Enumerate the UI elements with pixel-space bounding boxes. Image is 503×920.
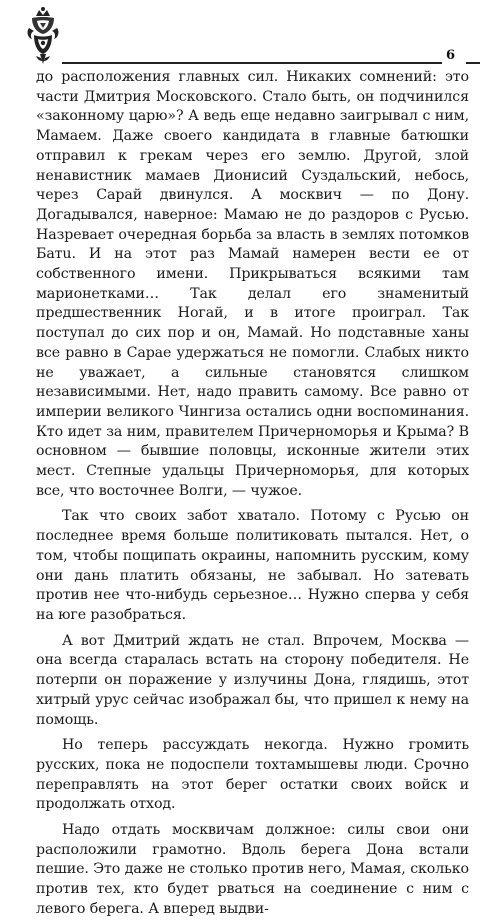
- paragraph: Так что своих забот хватало. Потому с Русью он последнее время больше политиковать пытался. Нет, о том, чтобы пощипать окраины, напомнить русским, кому они дань платить обязаны, не забывал. Но затевать против нее что-нибудь серьезное… Нужно сперва у себя на юге разобраться.: [36, 508, 469, 623]
- paragraph-continued: до расположения главных сил. Никаких сомнений: это части Дмитрия Московского. Стало быть, он подчинился «законному царю»? А ведь еще недавно заигрывал с ним, Мамаем. Даже своего кандидата в главные батюшки отправил к грекам через его землю. Другой, злой ненавистник мамаев Дионисий Суздальский, небось, через Сарай двинулся. А москвич — по Дону. Догадывался, наверное: Мамаю не до раздоров с Русью. Назревает очередная борьба за власть в землях потомков Батu. И на этот раз Мамай намерен вести ее от собственного имени. Прикрываться всякими там марионетками… Так делал его знаменитый предшественник Ногай, и в итоге проиграл. Так поступал до сих пор и он, Мамай. Но подставные ханы все равно в Сарае удержаться не помогли. Слабых никто не уважает, а сильные становятся слишком независимыми. Нет, надо править самому. Все равно от империи великого Чингиза остались одни воспоминания. Кто идет за ним, правителем Причерноморья и Крыма? В основном — бывшие половцы, исконные жители этих мест. Степные удальцы Причерноморья, для которых все, что восточнее Волги, — чужое.: [36, 69, 469, 499]
- paragraph: Но теперь рассуждать некогда. Нужно громить русских, пока не подоспели тохтамышевы люди. Срочно переправлять на этот берег остатки своих войск и продолжать отход.: [36, 737, 469, 813]
- paragraph: А вот Дмитрий ждать не стал. Впрочем, Москва — она всегда старалась встать на сторону победителя. Не потерпи он поражение у излучины Дона, глядишь, этот хитрый урус сейчас изображал бы, что пришел к нему на помощь.: [36, 632, 469, 728]
- text-body: [36, 68, 469, 920]
- page-header: [26, 6, 478, 66]
- paragraph: Надо отдать москвичам должное: силы свои они расположили грамотно. Вдоль берега Дона встали пешие. Это даже не столько против него, Мамая, сколько против тех, кто будет рваться на соединение с ним с левого берега. А вперед выдви-: [36, 822, 469, 917]
- header-rule-right: [466, 62, 480, 64]
- ornament-emblem-icon: [26, 6, 60, 66]
- header-rule-left: [62, 62, 442, 64]
- page-number: 6: [446, 48, 456, 63]
